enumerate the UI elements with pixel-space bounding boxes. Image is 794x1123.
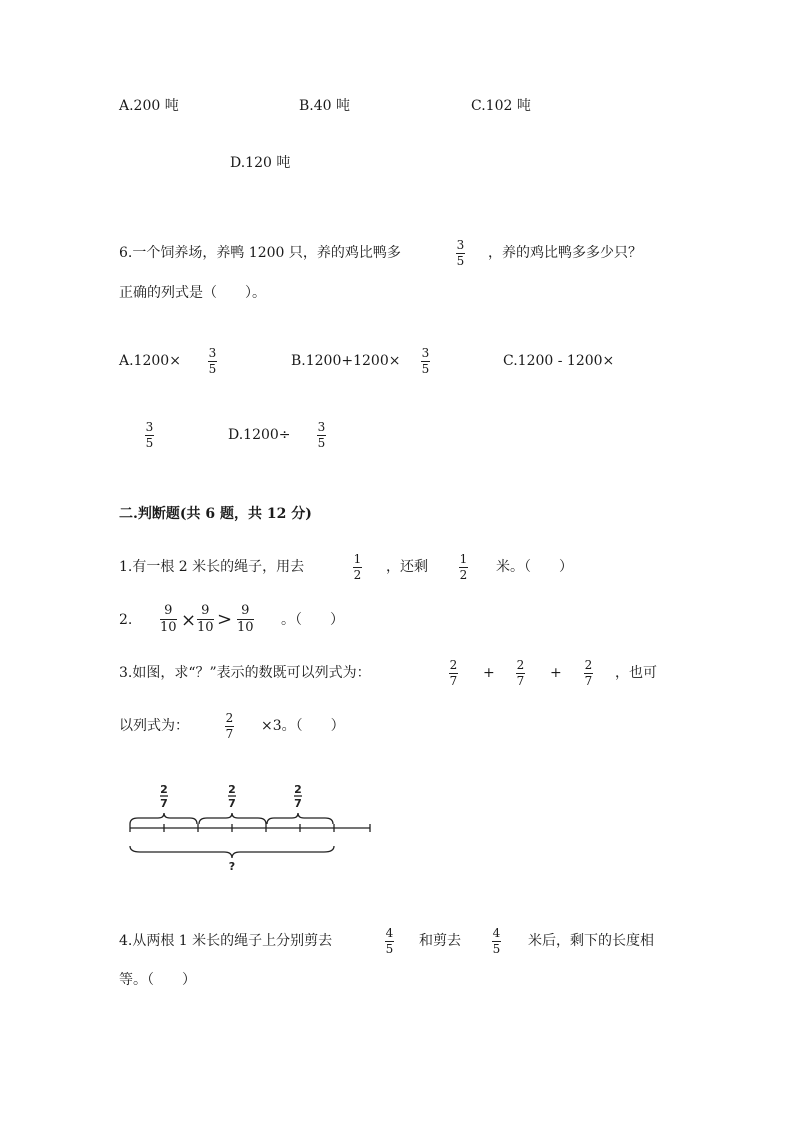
j3-plus-2: + bbox=[550, 665, 562, 681]
q5-option-d: D.120 吨 bbox=[230, 155, 291, 171]
q6-text-line2: 正确的列式是（ ）。 bbox=[119, 285, 266, 301]
j2-fraction-1: 9 10 bbox=[160, 603, 177, 635]
q6-option-b: B.1200+1200× bbox=[291, 353, 401, 369]
seg-label-3-den: 7 bbox=[294, 797, 302, 810]
q6-text-line1b: ，养的鸡比鸭多多少只？ bbox=[488, 245, 642, 261]
j3-text-line1: 3.如图，求“？”表示的数既可以列式为： bbox=[119, 665, 371, 681]
seg-label-1-num: 2 bbox=[160, 783, 168, 796]
j3-segment-diagram bbox=[120, 780, 380, 880]
j3-fraction-3: 2 7 bbox=[584, 658, 593, 688]
q6-option-a-fraction: 3 5 bbox=[208, 346, 217, 376]
q6-text-line1a: 6.一个饲养场，养鸭 1200 只，养的鸡比鸭多 bbox=[119, 245, 401, 261]
q5-option-c: C.102 吨 bbox=[471, 98, 531, 114]
j1-text-a: 1.有一根 2 米长的绳子，用去 bbox=[119, 559, 305, 575]
j3-fraction-1: 2 7 bbox=[449, 658, 458, 688]
q6-option-a: A.1200× bbox=[119, 353, 181, 369]
j2-gt-sign: > bbox=[217, 609, 233, 630]
j3-fraction-4: 2 7 bbox=[225, 711, 234, 741]
j4-text-b: 和剪去 bbox=[419, 933, 461, 949]
j1-text-c: 米。（ ） bbox=[496, 559, 573, 575]
j3-plus-1: + bbox=[483, 665, 495, 681]
j2-number: 2. bbox=[119, 612, 133, 628]
seg-label-3-num: 2 bbox=[294, 783, 302, 796]
seg-label-2-den: 7 bbox=[228, 797, 236, 810]
j2-fraction-2: 9 10 bbox=[197, 603, 214, 635]
seg-label-2-num: 2 bbox=[228, 783, 236, 796]
j3-fraction-2: 2 7 bbox=[516, 658, 525, 688]
q6-fraction: 3 5 bbox=[456, 238, 465, 268]
j1-fraction-2: 1 2 bbox=[459, 552, 468, 582]
j4-text-a: 4.从两根 1 米长的绳子上分别剪去 bbox=[119, 933, 333, 949]
j3-text-line1-tail: ，也可 bbox=[615, 665, 657, 681]
q5-option-b: B.40 吨 bbox=[299, 98, 351, 114]
total-label: ? bbox=[228, 860, 236, 873]
j4-fraction-1: 4 5 bbox=[385, 926, 394, 956]
j1-fraction-1: 1 2 bbox=[353, 552, 362, 582]
q5-option-a: A.200 吨 bbox=[119, 98, 179, 114]
j4-text-c: 米后，剩下的长度相 bbox=[528, 933, 654, 949]
q6-option-b-fraction: 3 5 bbox=[421, 346, 430, 376]
j4-text-line2: 等。（ ） bbox=[119, 972, 196, 988]
q6-option-d-fraction: 3 5 bbox=[317, 420, 326, 450]
j2-tail: 。（ ） bbox=[281, 612, 344, 628]
q6-option-d: D.1200÷ bbox=[228, 427, 291, 443]
section-title: 二.判断题(共 6 题，共 12 分) bbox=[119, 506, 312, 522]
j2-times-sign: × bbox=[181, 610, 197, 631]
j3-text-line2-tail: ×3。（ ） bbox=[261, 718, 345, 734]
seg-label-1-den: 7 bbox=[160, 797, 168, 810]
j1-text-b: ，还剩 bbox=[386, 559, 428, 575]
j3-text-line2: 以列式为： bbox=[119, 718, 189, 734]
j2-fraction-3: 9 10 bbox=[237, 603, 254, 635]
q6-option-c-fraction: 3 5 bbox=[145, 420, 154, 450]
q6-option-c: C.1200 - 1200× bbox=[503, 353, 615, 369]
j4-fraction-2: 4 5 bbox=[492, 926, 501, 956]
